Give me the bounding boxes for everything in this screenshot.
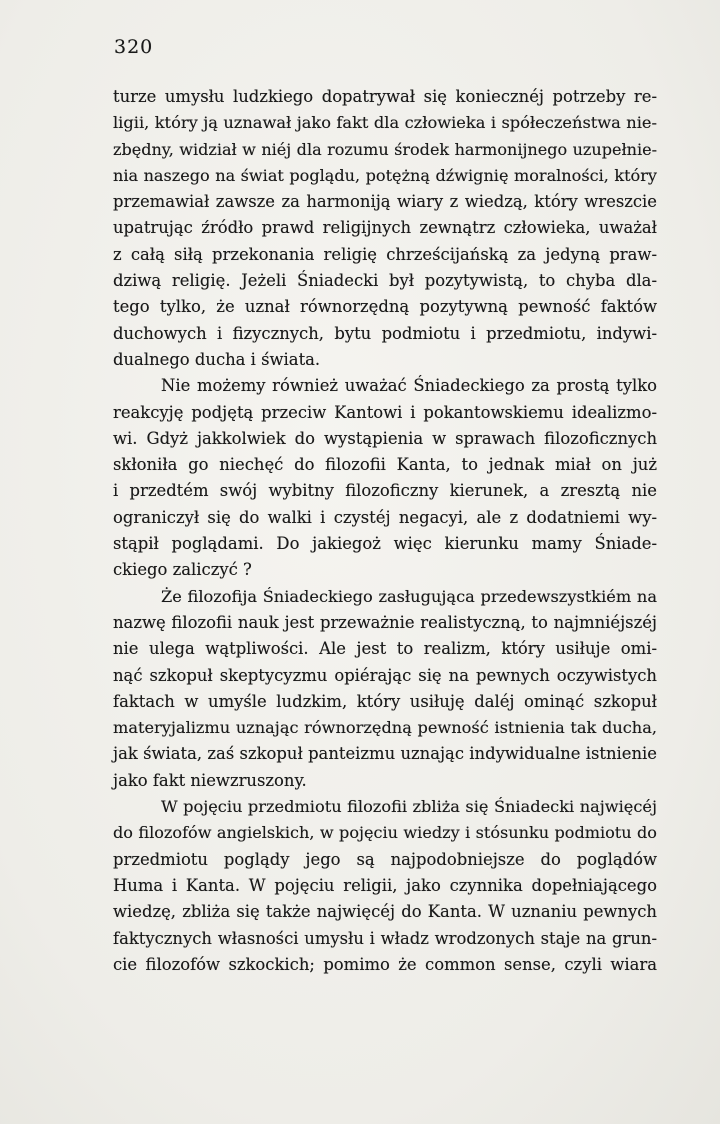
text-line: Nie możemy również uważać Śniadeckiego za prostą tylko (161, 376, 657, 396)
text-line: skłoniła go niechęć do filozofii Kanta, to jednak miał on już (113, 455, 657, 475)
text-line: nąć szkopuł skeptycyzmu opiérając się na pewnych oczywistych (113, 665, 657, 685)
body-text (113, 84, 657, 978)
text-line: z całą siłą przekonania religię chrześcijańską za jedyną praw- (113, 244, 657, 264)
text-line: Że filozofija Śniadeckiego zasługująca przedewszystkiém na (161, 586, 657, 606)
text-line: faktycznych własności umysłu i władz wrodzonych staje na grun- (113, 928, 657, 948)
text-line: zbędny, widział w niéj dla rozumu środek harmonijnego uzupełnie- (113, 139, 657, 159)
text-line: materyjalizmu uznając równorzędną pewność istnienia tak ducha, (113, 718, 657, 738)
text-line: upatrując źródło prawd religijnych zewnątrz człowieka, uważał (113, 218, 657, 238)
text-line: jako fakt niewzruszony. (113, 770, 307, 790)
text-line: stąpił poglądami. Do jakiegoż więc kierunku mamy Śniade- (113, 534, 657, 554)
text-line: do filozofów angielskich, w pojęciu wiedzy i stósunku podmiotu do (113, 823, 657, 843)
paragraph (113, 584, 657, 794)
text-line: nazwę filozofii nauk jest przeważnie realistyczną, to najmniéjszéj (113, 612, 657, 632)
text-line: Huma i Kanta. W pojęciu religii, jako czynnika dopełniającego (113, 875, 657, 895)
text-line: przemawiał zawsze za harmoniją wiary z wiedzą, który wreszcie (113, 192, 657, 212)
text-line: reakcyję podjętą przeciw Kantowi i pokantowskiemu idealizmo- (113, 402, 657, 422)
text-line: ligii, który ją uznawał jako fakt dla człowieka i spółeczeństwa nie- (113, 113, 657, 133)
text-line: faktach w umyśle ludzkim, który usiłuję daléj ominąć szkopuł (113, 691, 657, 711)
text-line: tego tylko, że uznał równorzędną pozytywną pewność faktów (113, 297, 657, 317)
text-line: wi. Gdyż jakkolwiek do wystąpienia w sprawach filozoficznych (113, 428, 657, 448)
text-line: W pojęciu przedmiotu filozofii zbliża się Śniadecki najwięcéj (161, 797, 657, 817)
page-number: 320 (114, 36, 154, 58)
text-line: wiedzę, zbliża się także najwięcéj do Kanta. W uznaniu pewnych (113, 902, 657, 922)
text-line: cie filozofów szkockich; pomimo że common sense, czyli wiara (113, 954, 657, 974)
text-line: i przedtém swój wybitny filozoficzny kierunek, a zresztą nie (113, 481, 657, 501)
text-line: nia naszego na świat poglądu, potężną dźwignię moralności, który (113, 165, 657, 185)
text-line: jak świata, zaś szkopuł panteizmu uznając indywidualne istnienie (113, 744, 657, 764)
text-line: duchowych i fizycznych, bytu podmiotu i przedmiotu, indywi- (113, 323, 657, 343)
text-line: nie ulega wątpliwości. Ale jest to realizm, który usiłuje omi- (113, 639, 657, 659)
paragraph (113, 794, 657, 978)
paragraph (113, 84, 657, 373)
text-line: przedmiotu poglądy jego są najpodobniejsze do poglądów (113, 849, 657, 869)
text-line: ograniczył się do walki i czystéj negacyi, ale z dodatniemi wy- (113, 507, 657, 527)
text-line: ckiego zaliczyć ? (113, 560, 252, 580)
text-line: dualnego ducha i świata. (113, 349, 321, 369)
text-line: dziwą religię. Jeżeli Śniadecki był pozytywistą, to chyba dla- (113, 271, 657, 291)
text-line: turze umysłu ludzkiego dopatrywał się koniecznéj potrzeby re- (113, 87, 657, 106)
paragraph (113, 373, 657, 583)
